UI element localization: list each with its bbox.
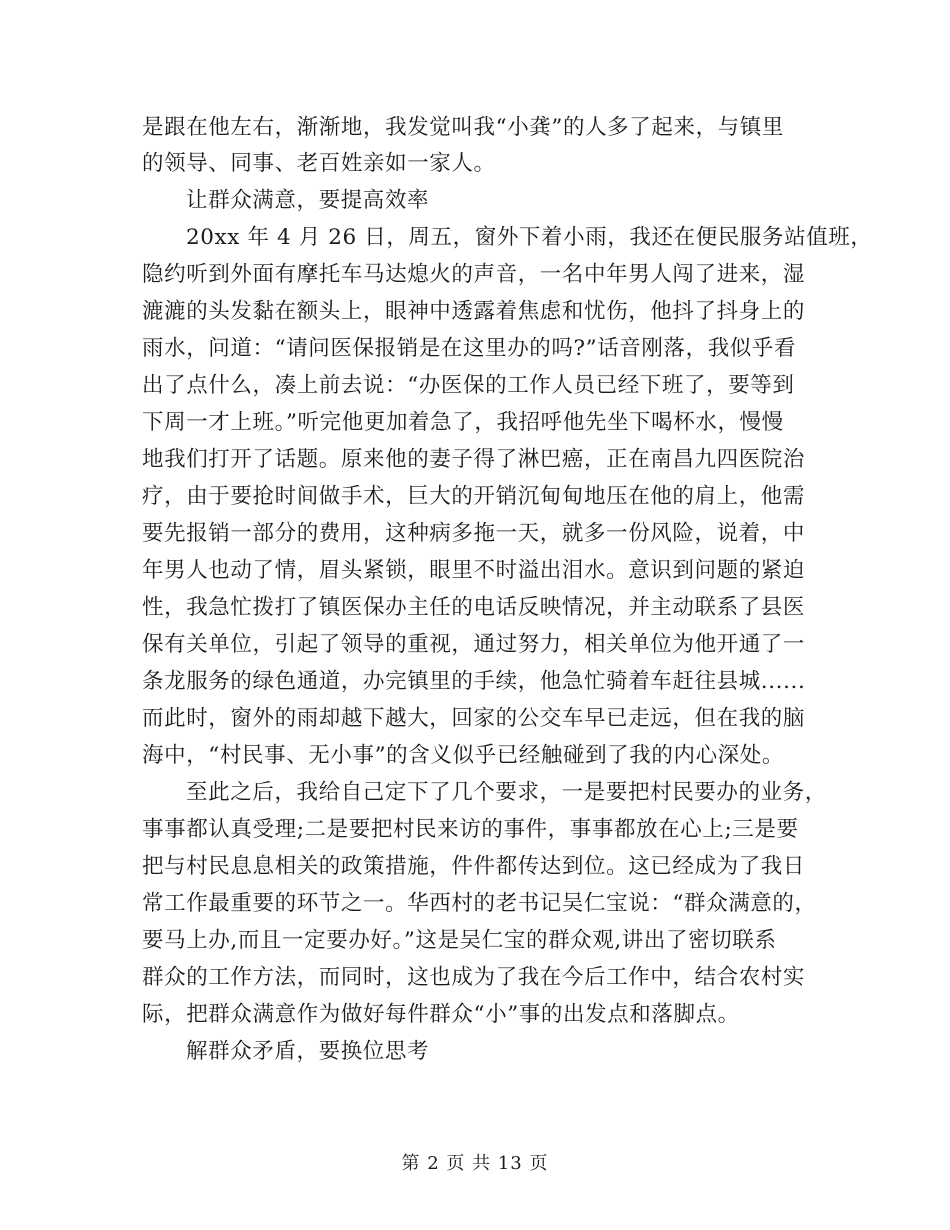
text-line: 20xx 年 4 月 26 日，周五，窗外下着小雨，我还在便民服务站值班， — [186, 225, 873, 250]
text-line: 要先报销一部分的费用，这种病多拖一天，就多一份风险，说着，中 — [142, 521, 806, 546]
page-number-footer: 第 2 页 共 13 页 — [401, 1153, 549, 1174]
text-line: 漉漉的头发黏在额头上，眼神中透露着焦虑和忧伤，他抖了抖身上的 — [142, 299, 806, 324]
text-line: 把与村民息息相关的政策措施，件件都传达到位。这已经成为了我日 — [142, 854, 806, 879]
text-line: 常工作最重要的环节之一。华西村的老书记吴仁宝说：“群众满意的， — [142, 891, 817, 916]
text-line: 条龙服务的绿色通道，办完镇里的手续，他急忙骑着车赶往县城...... — [142, 669, 806, 694]
text-line: 地我们打开了话题。原来他的妻子得了淋巴癌，正在南昌九四医院治 — [142, 447, 806, 472]
text-line: 要马上办,而且一定要办好。”这是吴仁宝的群众观,讲出了密切联系 — [142, 928, 777, 953]
text-line: 海中，“村民事、无小事”的含义似乎已经触碰到了我的内心深处。 — [142, 743, 784, 768]
text-line: 性，我急忙拨打了镇医保办主任的电话反映情况，并主动联系了县医 — [142, 595, 806, 620]
text-line: 群众的工作方法，而同时，这也成为了我在今后工作中，结合农村实 — [142, 965, 806, 990]
text-line: 年男人也动了情，眉头紧锁，眼里不时溢出泪水。意识到问题的紧迫 — [142, 558, 806, 583]
text-line: 至此之后，我给自己定下了几个要求，一是要把村民要办的业务， — [186, 780, 827, 805]
section-heading: 解群众矛盾，要换位思考 — [186, 1039, 430, 1064]
section-heading: 让群众满意，要提高效率 — [186, 188, 430, 213]
text-line: 雨水，问道：“请问医保报销是在这里办的吗?”话音刚落，我似乎看 — [142, 336, 797, 361]
text-line: 保有关单位，引起了领导的重视，通过努力，相关单位为他开通了一 — [142, 632, 806, 657]
text-line: 疗，由于要抢时间做手术，巨大的开销沉甸甸地压在他的肩上，他需 — [142, 484, 806, 509]
text-line: 的领导、同事、老百姓亲如一家人。 — [142, 151, 496, 176]
text-line: 际，把群众满意作为做好每件群众“小”事的出发点和落脚点。 — [142, 1002, 740, 1027]
text-line: 出了点什么，凑上前去说：“办医保的工作人员已经下班了，要等到 — [142, 373, 795, 398]
text-line: 事事都认真受理;二是要把村民来访的事件，事事都放在心上;三是要 — [142, 817, 799, 842]
text-line: 隐约听到外面有摩托车马达熄火的声音，一名中年男人闯了进来，湿 — [142, 262, 806, 287]
text-line: 下周一才上班。”听完他更加着急了，我招呼他先坐下喝杯水，慢慢 — [142, 410, 784, 435]
text-line: 而此时，窗外的雨却越下越大，回家的公交车早已走远，但在我的脑 — [142, 706, 806, 731]
text-line: 是跟在他左右，渐渐地，我发觉叫我“小龚”的人多了起来，与镇里 — [142, 115, 784, 140]
